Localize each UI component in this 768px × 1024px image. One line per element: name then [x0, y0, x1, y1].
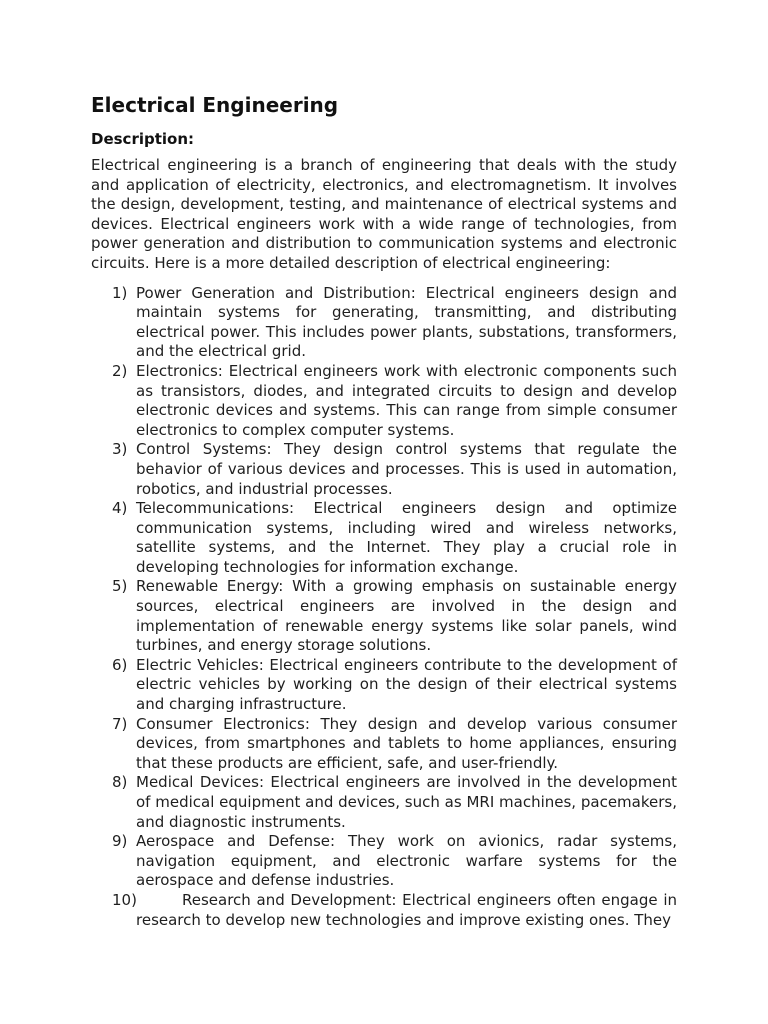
list-item-text: Control Systems: They design control systems that regulate the behavior of various devices and processes. This is used in automation, robotics, and industrial processes. — [136, 440, 677, 498]
list-item-number: 2) — [112, 361, 128, 380]
list-item-number: 7) — [112, 714, 128, 733]
description-heading: Description: — [91, 130, 195, 148]
list-item-text: Electronics: Electrical engineers work with electronic components such as transistors, diodes, and integrated circuits to design and develop electronic devices and systems. This can range from simple consumer electronics to complex computer systems. — [136, 361, 677, 439]
list-item — [91, 891, 677, 930]
list-item — [91, 715, 677, 774]
list-item — [91, 284, 677, 362]
list-item-text: Electric Vehicles: Electrical engineers contribute to the development of electric vehicles by working on the design of their electrical systems and charging infrastructure. — [136, 655, 677, 714]
list-item-number: 9) — [112, 832, 128, 851]
list-item-number: 6) — [112, 655, 128, 674]
list-item — [91, 577, 677, 655]
list-item-text: Consumer Electronics: They design and develop various consumer devices, from smartphones and tablets to home appliances, ensuring that these products are efficient, safe, and user-friendly. — [136, 714, 677, 772]
list-item — [91, 773, 677, 832]
numbered-list — [91, 284, 677, 931]
list-item-number: 4) — [112, 499, 128, 518]
list-item-clip — [112, 890, 677, 930]
list-item-text: Renewable Energy: With a growing emphasis on sustainable energy sources, electrical engineers are involved in the design and implementation of renewable energy systems like solar panels, wind turbines, and energy storage solutions. — [136, 577, 677, 655]
page-title: Electrical Engineering — [91, 93, 339, 117]
list-item-text: Aerospace and Defense: They work on avionics, radar systems, navigation equipment, and electronic warfare systems for the aerospace and defense industries. — [136, 832, 677, 890]
list-item — [91, 656, 677, 715]
list-item — [91, 499, 677, 577]
document-page — [91, 91, 677, 930]
list-item — [91, 832, 677, 891]
list-item — [91, 362, 677, 440]
list-item-text: Research and Development: Electrical engineers often engage in research to develop new technologies and improve existing ones. They — [136, 890, 677, 929]
intro-paragraph: Electrical engineering is a branch of engineering that deals with the study and application of electricity, electronics, and electromagnetism. It involves the design, development, testing, and maintenance of electrical systems and devices. Electrical engineers work with a wide range of technologies, from power generation and distribution to communication systems and electronic circuits. Here is a more detailed description of electrical engineering: — [91, 156, 677, 272]
list-item — [91, 440, 677, 499]
list-item-number: 3) — [112, 440, 128, 459]
list-item-text: Power Generation and Distribution: Electrical engineers design and maintain systems for generating, transmitting, and distributing electrical power. This includes power plants, substations, transformers, and the electrical grid. — [136, 283, 677, 361]
list-item-number: 8) — [112, 773, 128, 792]
list-item-text: Medical Devices: Electrical engineers are involved in the development of medical equipment and devices, such as MRI machines, pacemakers, and diagnostic instruments. — [136, 773, 677, 831]
list-item-number: 10) — [112, 890, 137, 909]
list-item-number: 5) — [112, 577, 128, 596]
list-item-text: Telecommunications: Electrical engineers design and optimize communication systems, including wired and wireless networks, satellite systems, and the Internet. They play a crucial role in developing technologies for information exchange. — [136, 499, 677, 576]
list-item-number: 1) — [112, 283, 128, 302]
